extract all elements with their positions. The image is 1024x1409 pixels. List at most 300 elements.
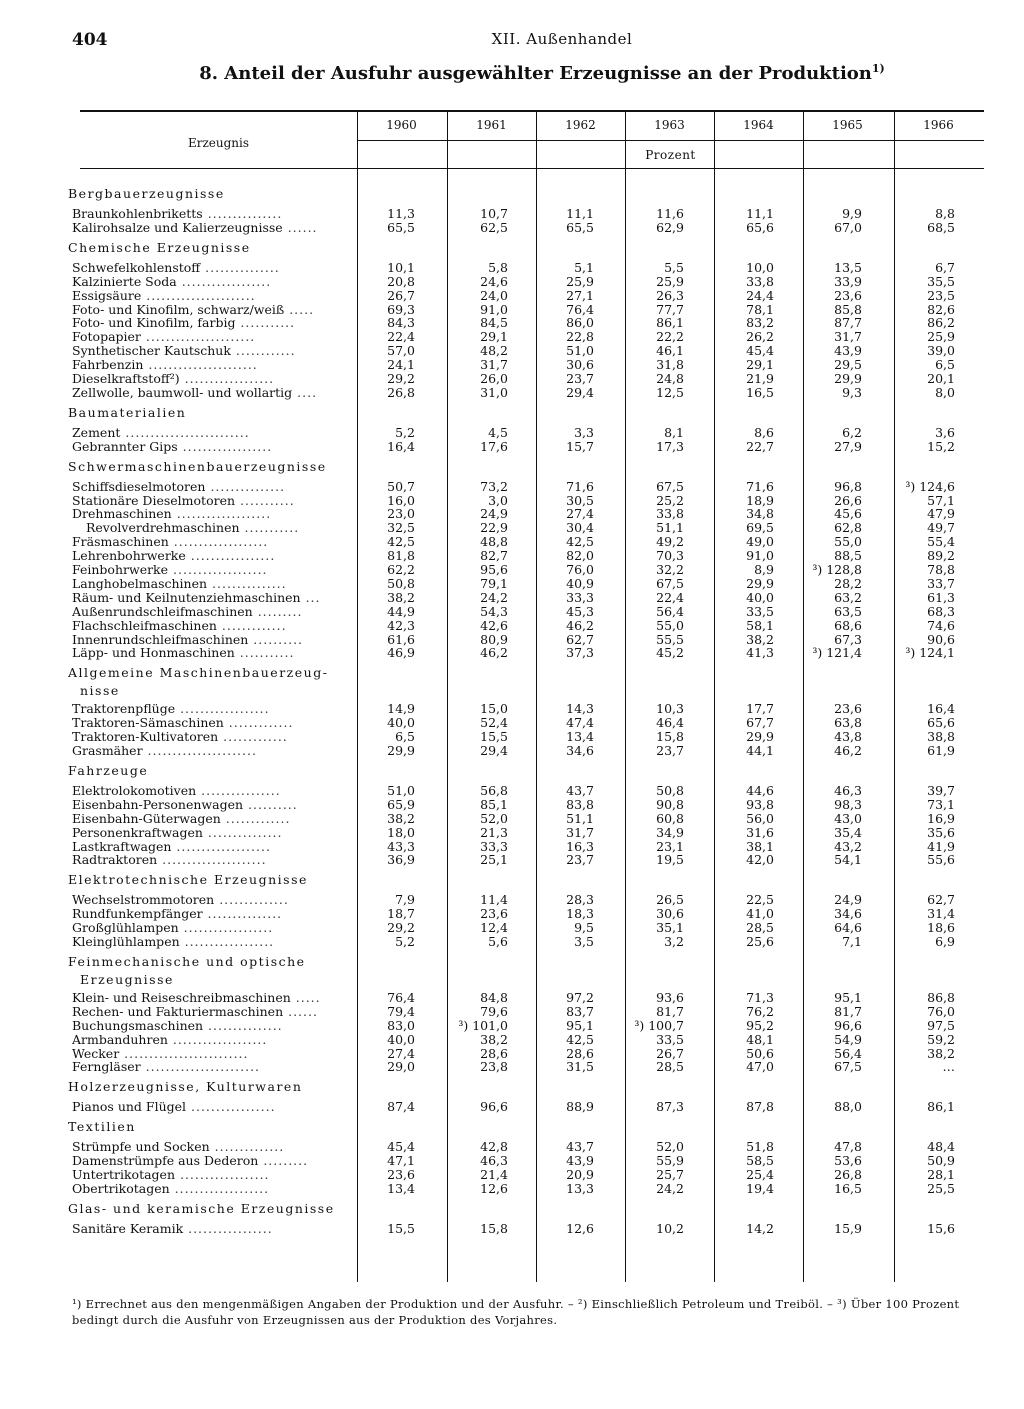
table-cell: 20,9: [566, 1167, 594, 1182]
table-cell: 91,0: [480, 301, 508, 317]
table-cell: 42,5: [566, 534, 594, 550]
row-label: [72, 783, 281, 798]
row-label-text: Innenrundschleifmaschinen: [72, 631, 249, 647]
table-cell: 28,6: [566, 1045, 594, 1061]
table-cell: 26,8: [387, 384, 415, 400]
table-cell: 29,4: [566, 384, 594, 400]
table-cell: 71,6: [566, 478, 594, 494]
table-cell: 62,2: [387, 562, 415, 577]
table-cell: 28,2: [834, 575, 862, 591]
table-cell: 29,2: [387, 920, 415, 936]
table-cell: 69,5: [746, 520, 774, 536]
table-cell: 35,6: [927, 824, 955, 840]
leader-dots: ......: [282, 219, 318, 235]
table-cell: ³) 101,0: [458, 1017, 508, 1033]
table-cell: 46,4: [656, 715, 684, 731]
table-cell: 5,8: [488, 259, 508, 275]
row-label-text: Armbanduhren: [72, 1031, 168, 1047]
table-cell: 6,7: [935, 259, 955, 275]
table-cell: 47,0: [746, 1059, 774, 1075]
table-cell: 15,5: [480, 729, 508, 745]
table-cell: 95,6: [480, 562, 508, 577]
table-cell: 12,6: [480, 1180, 508, 1196]
table-cell: 42,5: [566, 1031, 594, 1047]
leader-dots: ..................: [176, 273, 272, 289]
leader-dots: .............: [216, 617, 287, 633]
row-label: [72, 618, 287, 633]
row-label: [72, 1167, 270, 1182]
table-cell: 82,6: [927, 301, 955, 317]
table-cell: 76,4: [566, 301, 594, 317]
table-cell: 71,6: [746, 478, 774, 494]
leader-dots: ..................: [177, 438, 273, 454]
table-cell: 78,8: [927, 562, 955, 577]
table-cell: 28,3: [566, 892, 594, 908]
table-cell: 3,6: [935, 424, 955, 440]
table-cell: ³) 100,7: [634, 1017, 684, 1033]
table-cell: 8,8: [935, 206, 955, 221]
table-cell: 86,0: [566, 315, 594, 331]
table-cell: 96,6: [834, 1017, 862, 1033]
table-cell: 65,6: [746, 219, 774, 235]
table-cell: 12,4: [480, 920, 508, 936]
table-cell: 59,2: [927, 1031, 955, 1047]
row-label: [72, 1221, 273, 1236]
table-cell: 19,5: [656, 852, 684, 868]
row-label-text: Wecker: [72, 1045, 120, 1061]
row-label: [72, 506, 271, 521]
table-cell: 26,8: [834, 1167, 862, 1182]
leader-dots: ..................: [175, 1167, 270, 1182]
row-label-text: Außenrundschleifmaschinen: [72, 603, 253, 619]
row-label: [72, 715, 293, 730]
row-label-text: Fahrbenzin: [72, 357, 144, 373]
year-header: 1966: [923, 118, 954, 132]
row-label-text: Obertrikotagen: [72, 1180, 170, 1196]
table-cell: 23,5: [927, 287, 955, 303]
table-cell: 49,2: [656, 534, 684, 550]
row-label: [72, 315, 295, 330]
leader-dots: .........: [258, 1153, 309, 1169]
leader-dots: ......................: [143, 357, 258, 373]
table-cell: 51,8: [746, 1139, 774, 1155]
table-cell: 26,3: [656, 287, 684, 303]
table-cell: 15,5: [387, 1220, 415, 1236]
table-cell: 26,7: [656, 1045, 684, 1061]
table-cell: 62,9: [656, 219, 684, 235]
table-cell: 8,1: [664, 424, 684, 440]
table-cell: 31,8: [656, 357, 684, 373]
table-cell: 26,0: [480, 371, 508, 386]
row-label-text: Lastkraftwagen: [72, 838, 172, 854]
table-cell: 43,7: [566, 782, 594, 798]
table-cell: 67,0: [834, 219, 862, 235]
table-cell: 3,0: [488, 492, 508, 508]
table-cell: 45,4: [387, 1139, 415, 1155]
table-cell: 19,4: [746, 1180, 774, 1196]
leader-dots: ...................: [171, 506, 272, 522]
leader-dots: ...................: [168, 562, 268, 577]
row-label-text: Strümpfe und Socken: [72, 1139, 210, 1155]
table-cell: 46,2: [834, 743, 862, 758]
table-cell: 15,9: [834, 1220, 862, 1236]
table-cell: 6,5: [935, 357, 955, 373]
table-cell: 81,7: [834, 1003, 862, 1019]
row-label: [72, 1139, 284, 1154]
table-cell: 37,3: [566, 645, 594, 661]
table-cell: 5,6: [488, 934, 508, 949]
table-cell: 29,0: [387, 1059, 415, 1075]
row-label-text: Kalirohsalze und Kalierzeugnisse: [72, 219, 283, 235]
table-cell: 47,8: [834, 1139, 862, 1155]
row-label-text: Foto- und Kinofilm, schwarz/weiß: [72, 301, 285, 317]
leader-dots: ...: [300, 589, 321, 605]
row-label: [72, 1004, 318, 1019]
table-cell: 55,5: [656, 631, 684, 647]
row-label: [72, 990, 321, 1005]
table-cell: 57,0: [387, 343, 415, 359]
section-title-continued: nisse: [80, 683, 120, 699]
table-cell: 16,9: [927, 810, 955, 826]
table-cell: 43,9: [834, 343, 862, 359]
leader-dots: .................: [183, 1220, 273, 1236]
table-cell: 27,9: [834, 438, 862, 454]
leader-dots: .............: [223, 715, 294, 731]
table-cell: 49,7: [927, 520, 955, 536]
row-label: [72, 357, 258, 372]
table-cell: 5,2: [395, 424, 415, 440]
table-cell: 40,0: [387, 1031, 415, 1047]
year-header: 1960: [386, 118, 417, 132]
row-label-text: Gebrannter Gips: [72, 438, 178, 454]
table-cell: 63,8: [834, 715, 862, 731]
table-cell: 16,4: [927, 701, 955, 717]
table-cell: 71,3: [746, 989, 774, 1005]
table-cell: 31,7: [834, 329, 862, 345]
table-cell: 79,6: [480, 1003, 508, 1019]
leader-dots: ...........: [235, 492, 295, 508]
table-cell: 31,6: [746, 824, 774, 840]
row-label-text: Wechselstrommotoren: [72, 892, 215, 908]
table-cell: 38,2: [746, 631, 774, 647]
table-cell: 36,9: [387, 852, 415, 868]
table-cell: 81,7: [656, 1003, 684, 1019]
table-cell: 79,4: [387, 1003, 415, 1019]
table-cell: 27,4: [566, 506, 594, 522]
table-cell: 43,9: [566, 1153, 594, 1169]
table-cell: 39,7: [927, 782, 955, 798]
table-cell: 98,3: [834, 796, 862, 812]
table-cell: 57,1: [927, 492, 955, 508]
table-cell: 28,5: [656, 1059, 684, 1075]
row-label-text: Foto- und Kinofilm, farbig: [72, 315, 236, 331]
row-label-text: Fräsmaschinen: [72, 534, 169, 550]
table-cell: 24,1: [387, 357, 415, 373]
table-cell: 17,6: [480, 438, 508, 454]
table-cell: 10,3: [656, 701, 684, 717]
table-cell: 95,1: [834, 989, 862, 1005]
table-cell: 38,1: [746, 838, 774, 854]
table-cell: 29,1: [746, 357, 774, 373]
table-cell: 84,3: [387, 315, 415, 331]
row-label: [72, 590, 321, 605]
leader-dots: .............: [220, 810, 291, 826]
leader-dots: ...................: [168, 534, 269, 550]
table-cell: 88,9: [566, 1099, 594, 1115]
table-cell: 25,6: [746, 934, 774, 949]
table-cell: 76,0: [927, 1003, 955, 1019]
row-label-text: Pianos und Flügel: [72, 1099, 187, 1115]
row-label-text: Flachschleifmaschinen: [72, 617, 217, 633]
table-cell: 20,8: [387, 273, 415, 289]
leader-dots: ...................: [167, 1031, 268, 1047]
table-cell: 25,9: [927, 329, 955, 345]
table-cell: 15,7: [566, 438, 594, 454]
table-cell: 77,7: [656, 301, 684, 317]
table-cell: 54,1: [834, 852, 862, 868]
table-cell: 10,0: [746, 259, 774, 275]
table-cell: 87,7: [834, 315, 862, 331]
leader-dots: ..............: [214, 892, 289, 908]
table-cell: 3,2: [664, 934, 684, 949]
table-cell: 22,2: [656, 329, 684, 345]
table-cell: 84,5: [480, 315, 508, 331]
table-cell: 23,6: [834, 287, 862, 303]
section-title: Textilien: [68, 1119, 136, 1135]
table-cell: 10,2: [656, 1220, 684, 1236]
table-cell: 46,2: [566, 617, 594, 633]
table-cell: 27,4: [387, 1045, 415, 1061]
row-label-text: Kleinglühlampen: [72, 934, 180, 949]
column-divider: [714, 112, 715, 1282]
row-label: [72, 206, 282, 221]
table-cell: 46,2: [480, 645, 508, 661]
section-title: Baumaterialien: [68, 404, 187, 420]
table-cell: 67,3: [834, 631, 862, 647]
table-cell: 63,5: [834, 603, 862, 619]
section-title: Holzerzeugnisse, Kulturwaren: [68, 1079, 303, 1095]
footnotes: ¹) Errechnet aus den mengenmäßigen Angaben der Produktion und der Ausfuhr. – ²) Einschließlich Petroleum und Treiböl. – ³) Über 100 Prozent bedingt durch die Ausfuhr von Erzeugnissen aus der Produktion des Vorjahres.: [72, 1297, 960, 1327]
table-cell: 46,9: [387, 645, 415, 661]
table-cell: 26,2: [746, 329, 774, 345]
table-cell: 82,0: [566, 548, 594, 564]
table-cell: 30,5: [566, 492, 594, 508]
table-cell: 29,4: [480, 743, 508, 758]
table-cell: 24,8: [656, 371, 684, 386]
table-cell: 50,8: [656, 782, 684, 798]
table-cell: 45,6: [834, 506, 862, 522]
running-head: XII. Außenhandel: [491, 30, 633, 48]
table-cell: 15,8: [656, 729, 684, 745]
row-label-text: Eisenbahn-Personenwagen: [72, 796, 244, 812]
row-label-text: Lehrenbohrwerke: [72, 548, 186, 564]
row-label: [72, 839, 271, 854]
table-cell: 56,0: [746, 810, 774, 826]
table-cell: 88,0: [834, 1099, 862, 1115]
table-cell: 15,2: [927, 438, 955, 454]
table-cell: 26,5: [656, 892, 684, 908]
table-cell: 82,7: [480, 548, 508, 564]
table-cell: 7,9: [395, 892, 415, 908]
table-cell: 17,3: [656, 438, 684, 454]
row-label: [72, 534, 268, 549]
year-header: 1961: [476, 118, 507, 132]
leader-dots: ....: [292, 384, 318, 400]
table-cell: 68,5: [927, 219, 955, 235]
leader-dots: ..................: [179, 371, 275, 386]
leader-dots: ...............: [202, 906, 283, 922]
table-cell: 51,1: [656, 520, 684, 536]
table-cell: 43,3: [387, 838, 415, 854]
table-cell: 62,7: [566, 631, 594, 647]
row-label-text: Dieselkraftstoff²): [72, 371, 180, 386]
table-cell: 12,5: [656, 384, 684, 400]
leader-dots: ..................: [179, 934, 275, 949]
table-cell: 29,9: [746, 575, 774, 591]
row-label-text: Räum- und Keilnutenziehmaschinen: [72, 589, 301, 605]
table-cell: 56,8: [480, 782, 508, 798]
table-cell: 87,4: [387, 1099, 415, 1115]
table-cell: 6,9: [935, 934, 955, 949]
table-cell: 52,0: [480, 810, 508, 826]
section-title: Feinmechanische und optische: [68, 953, 306, 969]
table-cell: 46,3: [480, 1153, 508, 1169]
table-cell: 76,0: [566, 562, 594, 577]
table-cell: 58,1: [746, 617, 774, 633]
table-cell: 83,7: [566, 1003, 594, 1019]
table-cell: 28,6: [480, 1045, 508, 1061]
row-label-text: Kalzinierte Soda: [72, 273, 177, 289]
row-label: [72, 892, 289, 907]
table-cell: 52,4: [480, 715, 508, 731]
table-cell: ³) 124,1: [905, 645, 955, 661]
table-cell: ³) 121,4: [812, 645, 862, 661]
column-divider: [894, 112, 895, 1282]
leader-dots: ..........: [248, 631, 304, 647]
table-cell: 35,1: [656, 920, 684, 936]
table-title: [0, 62, 1024, 84]
table-cell: 22,9: [480, 520, 508, 536]
table-cell: 46,3: [834, 782, 862, 798]
leader-dots: .....................: [157, 852, 267, 868]
table-cell: 9,5: [574, 920, 594, 936]
row-label: [72, 852, 267, 867]
table-cell: 33,5: [746, 603, 774, 619]
row-label: [72, 797, 298, 812]
table-cell: 43,2: [834, 838, 862, 854]
row-label: [72, 645, 294, 660]
table-cell: 15,6: [927, 1220, 955, 1236]
table-cell: 11,4: [480, 892, 508, 908]
table-cell: 29,9: [834, 371, 862, 386]
row-label: [72, 729, 288, 744]
table-cell: 47,1: [387, 1153, 415, 1169]
table-cell: 31,0: [480, 384, 508, 400]
table-cell: 23,6: [387, 1167, 415, 1182]
table-cell: 24,4: [746, 287, 774, 303]
row-label: [72, 260, 280, 275]
leader-dots: .....: [284, 301, 315, 317]
table-cell: 17,7: [746, 701, 774, 717]
table-cell: 96,6: [480, 1099, 508, 1115]
table-cell: 76,4: [387, 989, 415, 1005]
table-cell: 65,6: [927, 715, 955, 731]
table-cell: 29,9: [746, 729, 774, 745]
row-label: [72, 343, 296, 358]
table-cell: 51,0: [387, 782, 415, 798]
table-cell: 52,0: [656, 1139, 684, 1155]
table-cell: 43,8: [834, 729, 862, 745]
table-cell: 13,4: [566, 729, 594, 745]
table-cell: 38,2: [480, 1031, 508, 1047]
table-cell: 14,9: [387, 701, 415, 717]
table-cell: 43,7: [566, 1139, 594, 1155]
table-cell: 20,1: [927, 371, 955, 386]
row-label: [72, 1046, 249, 1061]
row-label-text: Damenstrümpfe aus Dederon: [72, 1153, 259, 1169]
table-cell: 29,2: [387, 371, 415, 386]
table-cell: 3,3: [574, 424, 594, 440]
table-cell: 83,8: [566, 796, 594, 812]
table-cell: 13,3: [566, 1180, 594, 1196]
table-cell: 48,8: [480, 534, 508, 550]
row-label: [72, 425, 250, 440]
table-cell: 27,1: [566, 287, 594, 303]
table-cell: 31,7: [566, 824, 594, 840]
table-cell: 29,5: [834, 357, 862, 373]
table-cell: 61,3: [927, 589, 955, 605]
leader-dots: .........: [252, 603, 303, 619]
table-cell: 4,5: [488, 424, 508, 440]
leader-dots: ......: [283, 1003, 318, 1019]
row-label: [72, 1059, 260, 1074]
table-cell: 24,2: [480, 589, 508, 605]
leader-dots: .....: [290, 989, 321, 1005]
table-cell: 24,0: [480, 287, 508, 303]
table-cell: 18,7: [387, 906, 415, 922]
table-cell: 25,5: [927, 1180, 955, 1196]
leader-dots: ......................: [141, 287, 256, 303]
row-label-text: Läpp- und Honmaschinen: [72, 645, 235, 661]
table-cell: 42,6: [480, 617, 508, 633]
table-cell: 9,3: [842, 384, 862, 400]
leader-dots: ..........: [243, 796, 298, 812]
row-label: [72, 548, 275, 563]
leader-dots: ..................: [175, 701, 270, 717]
table-cell: 29,9: [387, 743, 415, 758]
table-cell: 47,4: [566, 715, 594, 731]
table-cell: 22,4: [387, 329, 415, 345]
row-label-text: Zellwolle, baumwoll- und wollartig: [72, 384, 293, 400]
row-label-text: Schwefelkohlenstoff: [72, 259, 201, 275]
table-cell: 51,0: [566, 343, 594, 359]
row-label: [72, 220, 318, 235]
table-cell: 97,2: [566, 989, 594, 1005]
table-cell: 31,7: [480, 357, 508, 373]
table-cell: 56,4: [656, 603, 684, 619]
table-cell: 86,2: [927, 315, 955, 331]
table-cell: 23,7: [566, 852, 594, 868]
row-label: [72, 604, 302, 619]
leader-dots: .........................: [120, 424, 250, 440]
leader-dots: ................: [196, 782, 281, 798]
table-cell: 55,4: [927, 534, 955, 550]
table-cell: ³) 128,8: [812, 562, 862, 577]
table-cell: 50,6: [746, 1045, 774, 1061]
table-cell: 31,5: [566, 1059, 594, 1075]
table-cell: 24,9: [834, 892, 862, 908]
row-label: [72, 934, 274, 949]
